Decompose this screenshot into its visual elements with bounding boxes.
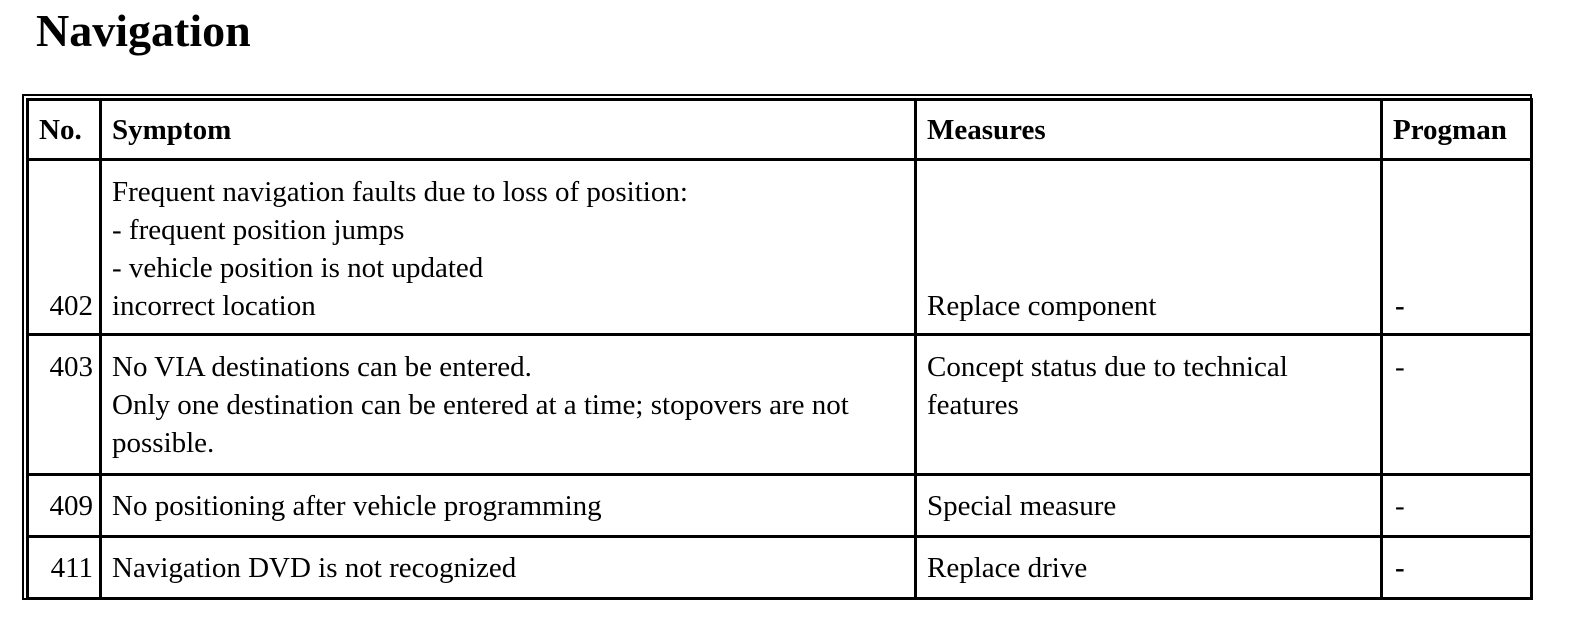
symptom-cell (101, 475, 916, 537)
symptom-cell (101, 335, 916, 475)
table-row (28, 537, 1532, 599)
page-title: Navigation (36, 5, 251, 56)
row-number: 402 (28, 160, 101, 335)
symptom-line: No VIA destinations can be entered. (112, 351, 532, 383)
header-measures: Measures (916, 100, 1382, 160)
row-number: 409 (28, 475, 101, 537)
symptom-line: - frequent position jumps (112, 214, 405, 246)
measures-cell: Special measure (916, 475, 1382, 537)
progman-cell: - (1382, 537, 1532, 599)
measures-cell: Replace drive (916, 537, 1382, 599)
symptom-line: No positioning after vehicle programming (112, 489, 602, 522)
row-number: 411 (28, 537, 101, 599)
measures-cell: Replace component (916, 160, 1382, 335)
measures-cell: Concept status due to technical features (916, 335, 1382, 475)
table-row (28, 160, 1532, 335)
progman-cell: - (1382, 475, 1532, 537)
row-number: 403 (28, 335, 101, 475)
symptom-line: Only one destination can be entered at a time; stopovers are not possible. (112, 389, 849, 459)
table-header-row (28, 100, 1532, 160)
header-progman: Progman (1382, 100, 1532, 160)
symptom-line: incorrect location (112, 290, 316, 322)
table-row (28, 475, 1532, 537)
header-no: No. (28, 100, 101, 160)
symptom-cell (101, 160, 916, 335)
symptom-line: Navigation DVD is not recognized (112, 551, 517, 584)
symptom-table (26, 98, 1533, 600)
header-symptom: Symptom (101, 100, 916, 160)
symptom-table-frame (22, 94, 1532, 600)
symptom-line: Frequent navigation faults due to loss of position: (112, 176, 688, 208)
table-row (28, 335, 1532, 475)
progman-cell: - (1382, 160, 1532, 335)
symptom-line: - vehicle position is not updated (112, 252, 484, 284)
symptom-cell (101, 537, 916, 599)
progman-cell: - (1382, 335, 1532, 475)
